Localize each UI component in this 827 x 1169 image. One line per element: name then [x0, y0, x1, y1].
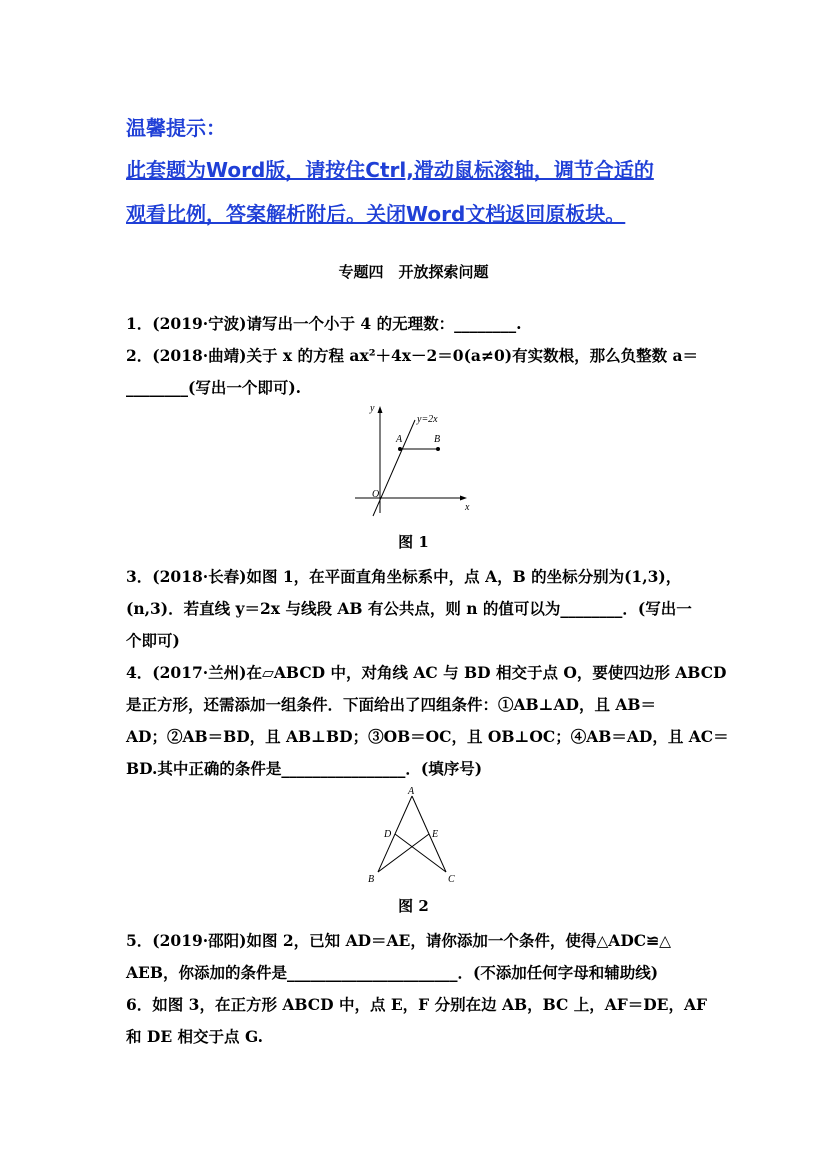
q5-line-2: AEB，你添加的条件是______________________．(不添加任何字母和辅助线) [126, 963, 659, 982]
q4-line-3: AD；②AB＝BD，且 AB⊥BD；③OB＝OC，且 OB⊥OC；④AB＝AD，且 AC＝ [126, 727, 729, 746]
q4-line-4: BD.其中正确的条件是________________．(填序号) [126, 759, 483, 778]
q3-line-3: 个即可) [126, 631, 180, 650]
notice-line-2: 观看比例，答案解析附后。关闭Word文档返回原板块。 [126, 202, 626, 226]
point-a [398, 447, 402, 451]
notice-heading: 温馨提示： [126, 116, 226, 140]
q2-line-1: 2．(2018·曲靖)关于 x 的方程 ax²＋4x－2＝0(a≠0)有实数根，那么负整数 a＝ [126, 346, 699, 365]
q4-line-2: 是正方形，还需添加一组条件．下面给出了四组条件：①AB⊥AD，且 AB＝ [126, 695, 656, 714]
label-x: x [465, 502, 470, 513]
q5-line-1: 5．(2019·邵阳)如图 2，已知 AD＝AE，请你添加一个条件，使得△ADC≌△ [126, 931, 672, 950]
figure-2 [362, 782, 462, 890]
label-y: y [370, 403, 375, 414]
label-b: B [368, 874, 375, 885]
figure-2-caption: 图 2 [398, 897, 429, 915]
q6-line-2: 和 DE 相交于点 G. [126, 1027, 264, 1046]
label-c: C [448, 874, 455, 885]
page-title: 专题四 开放探索问题 [338, 263, 489, 281]
label-b: B [434, 434, 441, 445]
label-a: A [396, 434, 403, 445]
q4-line-1: 4．(2017·兰州)在▱ABCD 中，对角线 AC 与 BD 相交于点 O，要使四边形 ABCD [126, 663, 727, 682]
q1-line-1: 1．(2019·宁波)请写出一个小于 4 的无理数：________. [126, 314, 522, 333]
q2-line-2: ________(写出一个即可). [126, 378, 302, 397]
notice-line-1: 此套题为Word版，请按住Ctrl,滑动鼠标滚轴，调节合适的 [126, 158, 654, 182]
figure-1-caption: 图 1 [398, 533, 429, 551]
y-axis-arrow [378, 406, 383, 413]
label-d: D [384, 829, 392, 840]
label-o: O [372, 489, 380, 500]
label-line: y=2x [417, 414, 438, 425]
x-axis-arrow [460, 496, 467, 501]
label-e: E [432, 829, 439, 840]
line-y-2x [373, 420, 415, 516]
q3-line-1: 3．(2018·长春)如图 1，在平面直角坐标系中，点 A，B 的坐标分别为(1,3)， [126, 567, 682, 586]
figure-1 [345, 398, 480, 522]
q3-line-2: (n,3)．若直线 y＝2x 与线段 AB 有公共点，则 n 的值可以为________．(写出一 [126, 599, 692, 618]
q6-line-1: 6．如图 3，在正方形 ABCD 中，点 E，F 分别在边 AB，BC 上，AF＝DE，AF [126, 995, 708, 1014]
point-b [436, 447, 440, 451]
edge-cd [395, 834, 446, 872]
label-a: A [408, 786, 415, 797]
